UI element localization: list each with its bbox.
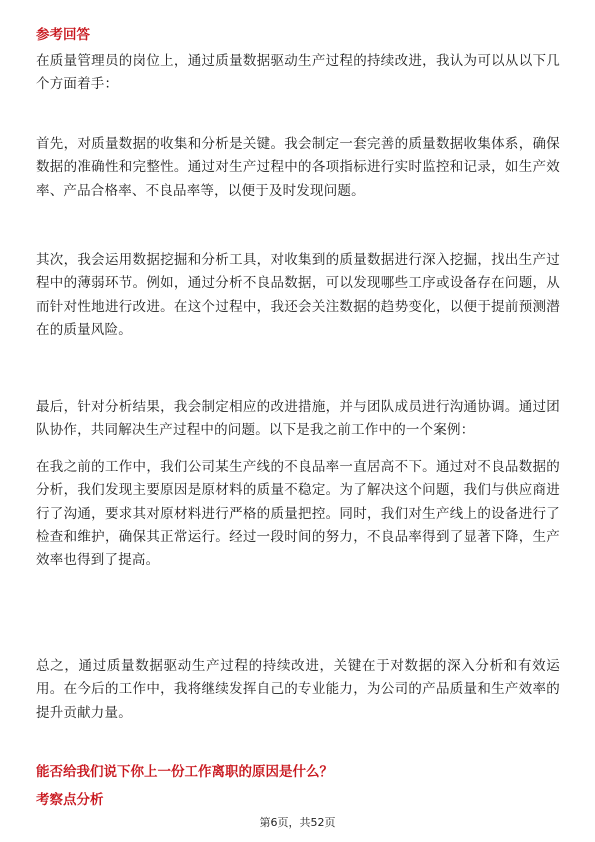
paragraph-summary: 总之，通过质量数据驱动生产过程的持续改进，关键在于对数据的深入分析和有效运用。在今后的工作中，我将继续发挥自己的专业能力，为公司的产品质量和生产效率的提升贡献力量。 bbox=[36, 658, 560, 721]
paragraph-first: 首先，对质量数据的收集和分析是关键。我会制定一套完善的质量数据收集体系，确保数据的准确性和完整性。通过对生产过程中的各项指标进行实时监控和记录，如生产效率、产品合格率、不良品率等，以便于及时发现问题。 bbox=[36, 136, 560, 199]
answer-heading: 参考回答 bbox=[36, 27, 90, 43]
page-footer: 第6页，共52页 bbox=[259, 816, 336, 829]
paragraph-second: 其次，我会运用数据挖掘和分析工具，对收集到的质量数据进行深入挖掘，找出生产过程中的薄弱环节。例如，通过分析不良品数据，可以发现哪些工序或设备存在问题，从而针对性地进行改进。在这个过程中，我还会关注数据的趋势变化，以便于提前预测潜在的质量风险。 bbox=[36, 252, 560, 338]
analysis-heading: 考察点分析 bbox=[36, 792, 104, 808]
question-heading: 能否给我们说下你上一份工作离职的原因是什么？ bbox=[36, 764, 333, 780]
paragraph-case: 在我之前的工作中，我们公司某生产线的不良品率一直居高不下。通过对不良品数据的分析，我们发现主要原因是原材料的质量不稳定。为了解决这个问题，我们与供应商进行了沟通，要求其对原材料进行严格的质量把控。同时，我们对生产线上的设备进行了检查和维护，确保其正常运行。经过一段时间的努力，不良品率得到了显著下降，生产效率也得到了提高。 bbox=[36, 459, 560, 569]
paragraph-intro: 在质量管理员的岗位上，通过质量数据驱动生产过程的持续改进，我认为可以从以下几个方面着手： bbox=[36, 53, 560, 93]
paragraph-third: 最后，针对分析结果，我会制定相应的改进措施，并与团队成员进行沟通协调。通过团队协作，共同解决生产过程中的问题。以下是我之前工作中的一个案例： bbox=[36, 399, 560, 439]
